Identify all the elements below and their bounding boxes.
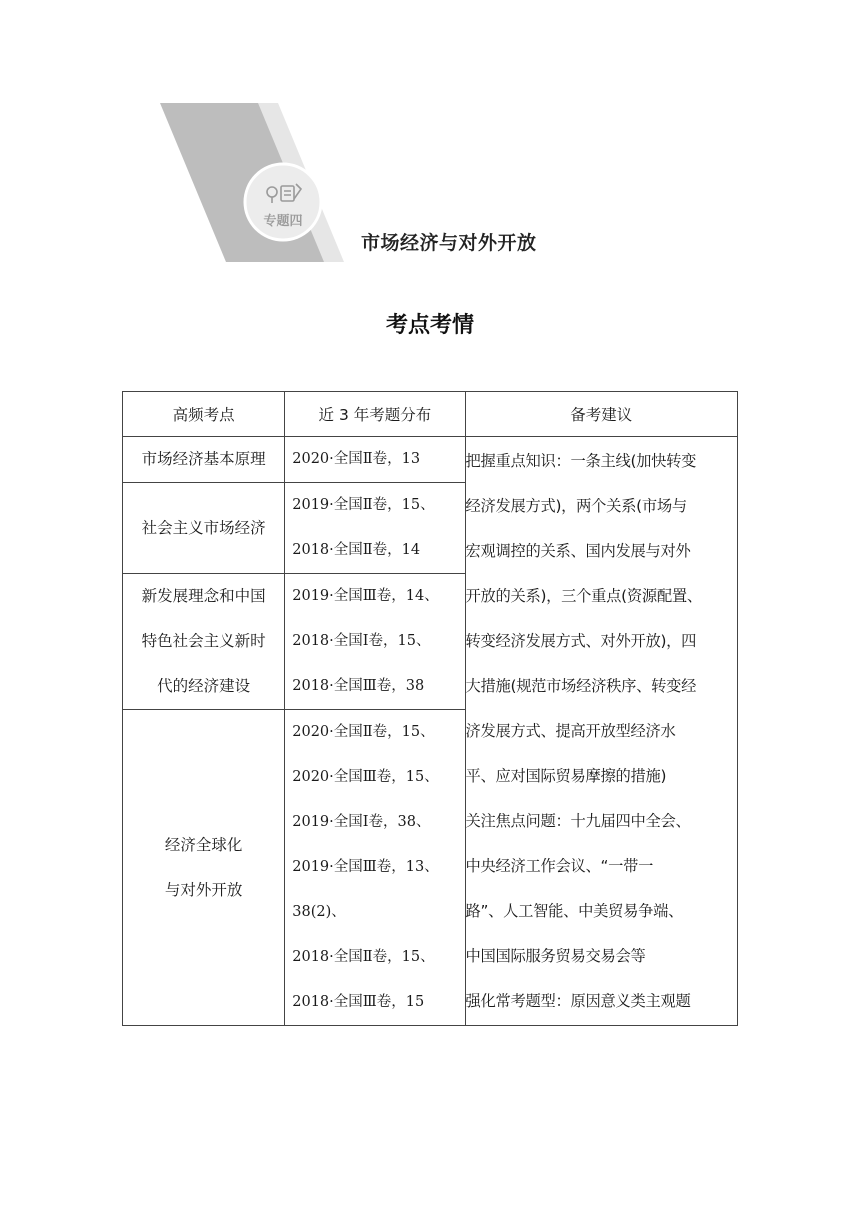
key-point-cell	[123, 437, 285, 483]
exam-cell	[285, 710, 465, 1026]
exam-line: 2020·全国Ⅲ卷，15、	[292, 769, 439, 785]
advice-line: 开放的关系)，三个重点(资源配置、	[465, 586, 702, 605]
advice-line: 强化常考题型：原因意义类主观题	[465, 991, 691, 1010]
advice-line: 转变经济发展方式、对外开放)，四	[465, 631, 697, 650]
exam-line: 2020·全国Ⅱ卷，13	[292, 451, 421, 467]
advice-cell	[465, 437, 737, 1026]
key-point-cell	[123, 483, 285, 574]
exam-cell	[285, 437, 465, 483]
header-advice: 备考建议	[465, 392, 737, 437]
topic-banner	[0, 0, 860, 300]
table-row	[123, 437, 738, 483]
key-point-line: 特色社会主义新时	[141, 632, 266, 650]
advice-line: 把握重点知识：一条主线(加快转变	[465, 451, 697, 470]
exam-line: 2018·全国Ⅰ卷，15、	[292, 633, 431, 649]
advice-line: 关注焦点问题：十九届四中全会、	[465, 811, 691, 830]
topic-label: 专题四	[263, 214, 303, 229]
topic-title: 市场经济与对外开放	[361, 232, 537, 254]
key-point-line: 社会主义市场经济	[141, 518, 266, 537]
table-header-row	[123, 392, 738, 437]
advice-line: 宏观调控的关系、国内发展与对外	[465, 541, 691, 560]
advice-line: 路”、人工智能、中美贸易争端、	[465, 901, 684, 920]
key-point-line: 市场经济基本原理	[141, 450, 266, 468]
advice-line: 大措施(规范市场经济秩序、转变经	[465, 676, 697, 695]
key-point-cell	[123, 574, 285, 710]
key-point-line: 代的经济建设	[157, 677, 251, 695]
exam-line: 2019·全国Ⅲ卷，14、	[292, 588, 439, 604]
exam-line: 2018·全国Ⅱ卷，14	[292, 542, 421, 558]
key-point-line: 经济全球化	[164, 835, 243, 854]
advice-line: 中国国际服务贸易交易会等	[465, 946, 646, 965]
key-point-line: 与对外开放	[164, 880, 243, 899]
page-heading: 考点考情	[385, 313, 474, 338]
advice-line: 经济发展方式)，两个关系(市场与	[465, 496, 687, 515]
key-point-cell	[123, 710, 285, 1026]
exam-line: 2018·全国Ⅱ卷，15、	[292, 949, 435, 965]
exam-line: 2018·全国Ⅲ卷，38	[292, 678, 425, 694]
header-exam-distribution: 近 3 年考题分布	[285, 392, 465, 437]
exam-line: 2019·全国Ⅲ卷，13、	[292, 859, 439, 875]
exam-line: 2019·全国Ⅱ卷，15、	[292, 497, 435, 513]
exam-line: 2020·全国Ⅱ卷，15、	[292, 724, 435, 740]
advice-line: 济发展方式、提高开放型经济水	[465, 721, 676, 740]
advice-line: 中央经济工作会议、“一带一	[465, 856, 654, 875]
header-key-point: 高频考点	[123, 392, 285, 437]
key-point-line: 新发展理念和中国	[141, 587, 266, 605]
exam-cell	[285, 483, 465, 574]
exam-line: 2018·全国Ⅲ卷，15	[292, 994, 425, 1010]
exam-line: 38(2)、	[292, 904, 346, 920]
exam-line: 2019·全国Ⅰ卷，38、	[292, 814, 431, 830]
exam-points-table	[122, 391, 738, 1026]
exam-cell	[285, 574, 465, 710]
advice-line: 平、应对国际贸易摩擦的措施)	[465, 766, 667, 785]
